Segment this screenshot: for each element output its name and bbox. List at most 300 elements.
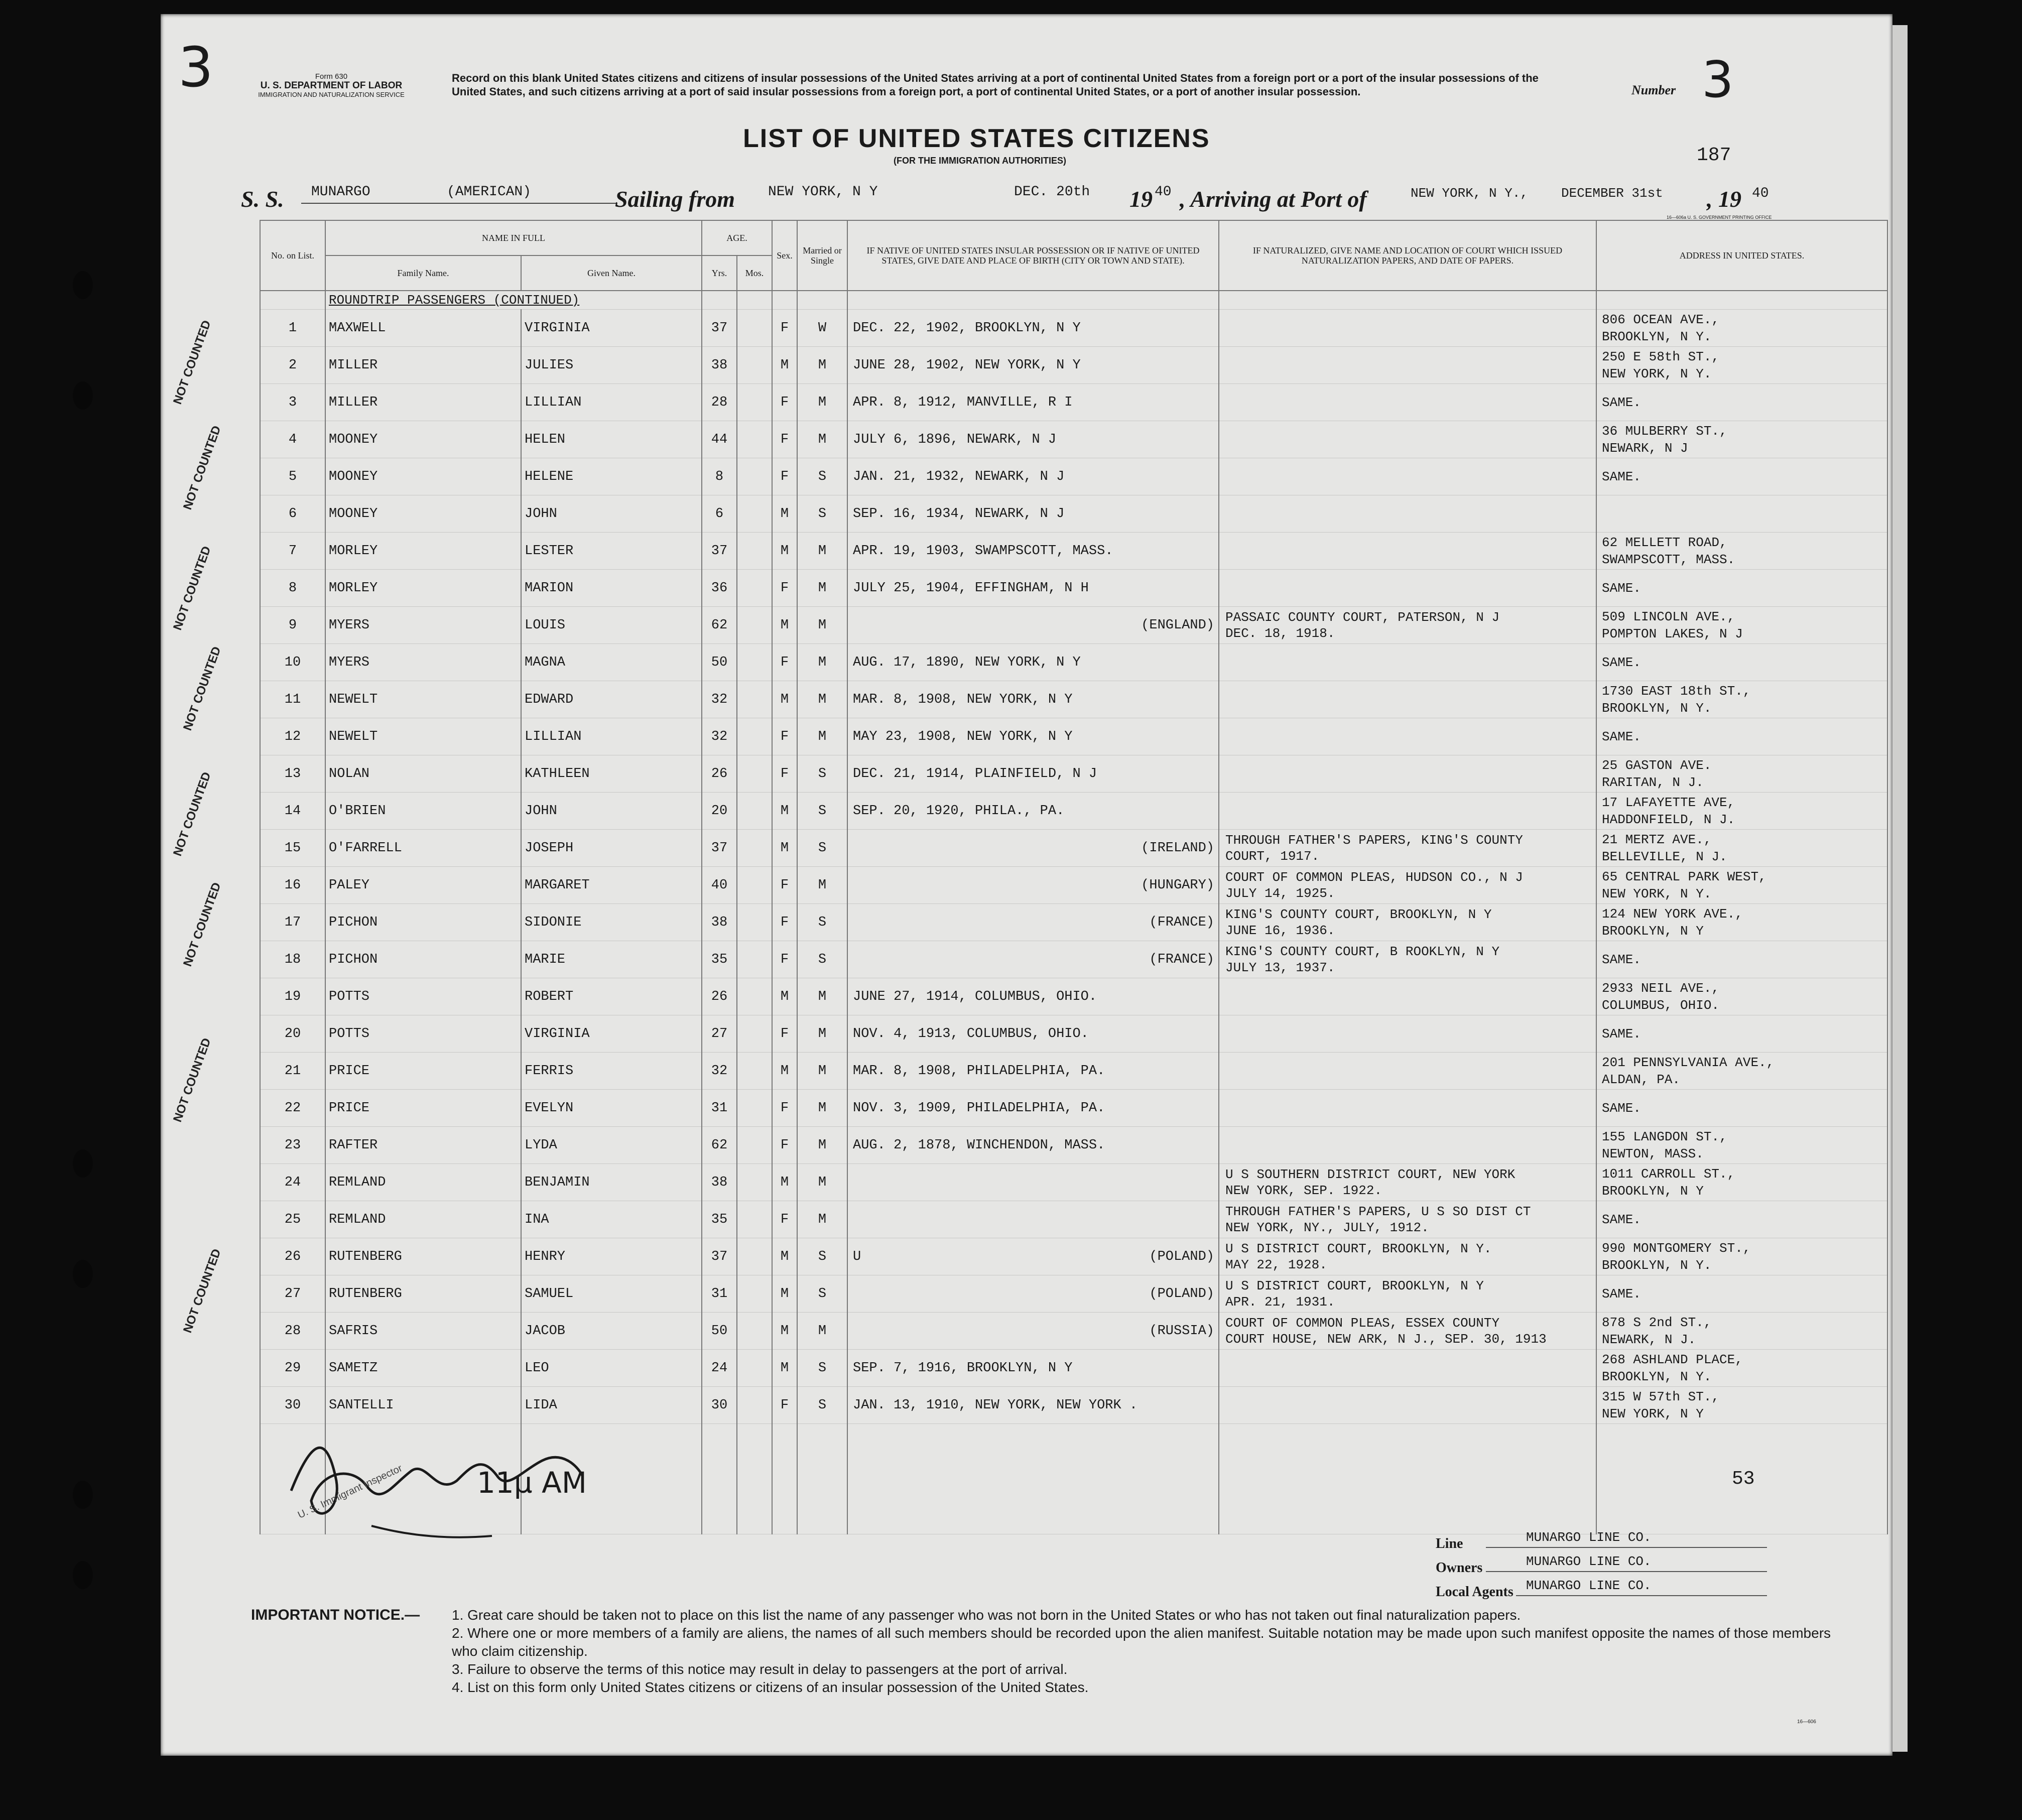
form-code: 16—606 (1797, 1719, 1816, 1725)
us-address (1596, 495, 1887, 533)
family-name: RUTENBERG (325, 1275, 521, 1313)
address-text: SAME. (1602, 1026, 1641, 1042)
row-number: 27 (260, 1275, 325, 1313)
us-address (1596, 718, 1887, 755)
us-address (1596, 1053, 1887, 1090)
marital-status: S (797, 458, 847, 495)
age-months (737, 1015, 772, 1053)
birth-date-place: SEP. 16, 1934, NEWARK, N J (853, 506, 1065, 522)
birth-info (847, 607, 1219, 644)
birth-info (847, 1127, 1219, 1164)
table-row (165, 904, 1887, 941)
marital-status: M (797, 347, 847, 384)
address-text: SAME. (1602, 1212, 1641, 1227)
birth-date-place: MAY 23, 1908, NEW YORK, N Y (853, 729, 1073, 744)
sex: M (772, 533, 797, 570)
address-text: 2933 NEIL AVE., COLUMBUS, OHIO. (1602, 980, 1720, 1013)
printer-note: 16—606a U. S. GOVERNMENT PRINTING OFFICE (1667, 215, 1772, 220)
birth-date-place: NOV. 3, 1909, PHILADELPHIA, PA. (853, 1100, 1105, 1116)
us-address (1596, 1090, 1887, 1127)
naturalization-text: THROUGH FATHER'S PAPERS, U S SO DIST CT NEW YORK, NY., JULY, 1912. (1225, 1204, 1531, 1235)
page-subtitle: (FOR THE IMMIGRATION AUTHORITIES) (894, 156, 1066, 166)
birth-date-place: JUNE 27, 1914, COLUMBUS, OHIO. (853, 989, 1097, 1004)
birth-country: (ENGLAND) (1141, 617, 1214, 633)
address-text: 17 LAFAYETTE AVE, HADDONFIELD, N J. (1602, 795, 1735, 827)
age-years: 26 (702, 755, 737, 793)
given-name: KATHLEEN (521, 755, 702, 793)
punch-hole (73, 271, 93, 299)
given-name: LEO (521, 1350, 702, 1387)
col-header-native: IF NATIVE OF UNITED STATES INSULAR POSSESSION OR IF NATIVE OF UNITED STATES, GIVE DATE AND PLACE OF BIRTH (CITY OR TOWN AND STATE). (847, 220, 1219, 291)
birth-date-place: JULY 25, 1904, EFFINGHAM, N H (853, 580, 1089, 596)
col-header-age: AGE. (702, 220, 772, 255)
marital-status: M (797, 1090, 847, 1127)
row-number: 6 (260, 495, 325, 533)
birth-info (847, 904, 1219, 941)
family-name: PICHON (325, 941, 521, 978)
sex: M (772, 1053, 797, 1090)
row-number: 13 (260, 755, 325, 793)
us-address (1596, 1313, 1887, 1350)
address-text: SAME. (1602, 729, 1641, 744)
marital-status: S (797, 1387, 847, 1424)
sex: F (772, 867, 797, 904)
given-name: JOHN (521, 495, 702, 533)
naturalization-info (1219, 1053, 1596, 1090)
birth-info (847, 1164, 1219, 1201)
age-years: 38 (702, 1164, 737, 1201)
naturalization-info (1219, 978, 1596, 1015)
birth-date-place: APR. 19, 1903, SWAMPSCOTT, MASS. (853, 543, 1113, 559)
marital-status: M (797, 1164, 847, 1201)
naturalization-info (1219, 644, 1596, 681)
us-address (1596, 1275, 1887, 1313)
us-address (1596, 793, 1887, 830)
given-name: LOUIS (521, 607, 702, 644)
not-counted-stamp: NOT COUNTED (171, 318, 214, 407)
row-number: 7 (260, 533, 325, 570)
marital-status: S (797, 1275, 847, 1313)
us-address (1596, 533, 1887, 570)
given-name: HENRY (521, 1238, 702, 1275)
sex: M (772, 793, 797, 830)
sex: F (772, 1015, 797, 1053)
sex: F (772, 570, 797, 607)
table-row (165, 793, 1887, 830)
family-name: POTTS (325, 1015, 521, 1053)
row-number: 10 (260, 644, 325, 681)
given-name: SIDONIE (521, 904, 702, 941)
family-name: NOLAN (325, 755, 521, 793)
age-years: 31 (702, 1090, 737, 1127)
birth-info (847, 793, 1219, 830)
notice-label: IMPORTANT NOTICE.— (251, 1607, 420, 1623)
sailing-year: 40 (1155, 184, 1172, 200)
birth-country: (FRANCE) (1149, 915, 1214, 930)
us-address (1596, 1127, 1887, 1164)
given-name: EDWARD (521, 681, 702, 718)
age-months (737, 421, 772, 458)
us-address (1596, 830, 1887, 867)
age-years: 28 (702, 384, 737, 421)
us-address (1596, 978, 1887, 1015)
family-name: PRICE (325, 1090, 521, 1127)
us-address (1596, 755, 1887, 793)
owners-label: Owners (1436, 1560, 1483, 1576)
punch-hole (73, 1149, 93, 1178)
address-text: 36 MULBERRY ST., NEWARK, N J (1602, 423, 1727, 456)
sailing-port: NEW YORK, N Y (768, 184, 878, 200)
table-row (165, 1053, 1887, 1090)
naturalization-info (1219, 310, 1596, 347)
address-text: SAME. (1602, 1286, 1641, 1302)
arrival-year-prefix: , 19 (1707, 186, 1741, 212)
agents-value: MUNARGO LINE CO. (1526, 1578, 1652, 1593)
service-name: IMMIGRATION AND NATURALIZATION SERVICE (258, 91, 405, 98)
naturalization-text: KING'S COUNTY COURT, BROOKLYN, N Y JUNE 16, 1936. (1225, 906, 1492, 938)
birth-info (847, 718, 1219, 755)
col-header-family: Family Name. (325, 255, 521, 291)
us-address (1596, 310, 1887, 347)
corner-number: 3 (178, 35, 213, 99)
department-name: U. S. DEPARTMENT OF LABOR (260, 80, 403, 91)
sex: M (772, 1164, 797, 1201)
age-years: 35 (702, 941, 737, 978)
sex: F (772, 310, 797, 347)
sex: F (772, 755, 797, 793)
naturalization-info (1219, 495, 1596, 533)
margin-cell (165, 495, 260, 533)
age-years: 32 (702, 718, 737, 755)
passenger-manifest-table (165, 220, 1888, 1534)
birth-date-place: JAN. 13, 1910, NEW YORK, NEW YORK . (853, 1397, 1138, 1413)
sailing-date: DEC. 20th (1014, 184, 1090, 200)
family-name: MILLER (325, 384, 521, 421)
table-row (165, 644, 1887, 681)
birth-info (847, 495, 1219, 533)
birth-date-place: U (853, 1249, 861, 1264)
family-name: REMLAND (325, 1164, 521, 1201)
age-months (737, 1350, 772, 1387)
birth-info (847, 310, 1219, 347)
address-text: 315 W 57th ST., NEW YORK, N Y (1602, 1389, 1720, 1421)
given-name: LIDA (521, 1387, 702, 1424)
age-years: 37 (702, 830, 737, 867)
us-address (1596, 458, 1887, 495)
age-months (737, 1090, 772, 1127)
us-address (1596, 1201, 1887, 1238)
punch-hole (73, 1481, 93, 1509)
not-counted-stamp: NOT COUNTED (181, 880, 224, 969)
age-months (737, 533, 772, 570)
margin-cell (165, 1201, 260, 1238)
table-row (165, 1127, 1887, 1164)
age-years: 36 (702, 570, 737, 607)
age-months (737, 495, 772, 533)
address-text: 806 OCEAN AVE., BROOKLYN, N Y. (1602, 312, 1720, 344)
naturalization-text: U S SOUTHERN DISTRICT COURT, NEW YORK NEW YORK, SEP. 1922. (1225, 1166, 1515, 1198)
given-name: INA (521, 1201, 702, 1238)
age-years: 38 (702, 904, 737, 941)
sex: F (772, 1387, 797, 1424)
birth-date-place: JUNE 28, 1902, NEW YORK, N Y (853, 357, 1081, 373)
family-name: POTTS (325, 978, 521, 1015)
naturalization-text: PASSAIC COUNTY COURT, PATERSON, N J DEC. 18, 1918. (1225, 609, 1500, 641)
table-row (165, 681, 1887, 718)
birth-info (847, 1053, 1219, 1090)
margin-cell (165, 1164, 260, 1201)
naturalization-info (1219, 718, 1596, 755)
family-name: O'FARRELL (325, 830, 521, 867)
given-name: JOHN (521, 793, 702, 830)
row-number: 18 (260, 941, 325, 978)
sex: F (772, 384, 797, 421)
family-name: MORLEY (325, 570, 521, 607)
margin-cell (165, 1053, 260, 1090)
birth-date-place: SEP. 7, 1916, BROOKLYN, N Y (853, 1360, 1073, 1376)
address-text: 65 CENTRAL PARK WEST, NEW YORK, N Y. (1602, 869, 1766, 901)
naturalization-text: COURT OF COMMON PLEAS, HUDSON CO., N J JULY 14, 1925. (1225, 869, 1523, 901)
address-text: 509 LINCOLN AVE., POMPTON LAKES, N J (1602, 609, 1743, 641)
address-text: 25 GASTON AVE. RARITAN, N J. (1602, 757, 1712, 790)
naturalization-info (1219, 1164, 1596, 1201)
address-text: 62 MELLETT ROAD, SWAMPSCOTT, MASS. (1602, 535, 1735, 567)
age-months (737, 347, 772, 384)
age-months (737, 1127, 772, 1164)
given-name: ROBERT (521, 978, 702, 1015)
naturalization-info (1219, 681, 1596, 718)
age-years: 31 (702, 1275, 737, 1313)
table-row (165, 718, 1887, 755)
marital-status: S (797, 904, 847, 941)
sex: M (772, 495, 797, 533)
arrival-date: DECEMBER 31st (1561, 186, 1663, 201)
age-years: 35 (702, 1201, 737, 1238)
row-number: 26 (260, 1238, 325, 1275)
given-name: LILLIAN (521, 384, 702, 421)
table-row (165, 1201, 1887, 1238)
us-address (1596, 570, 1887, 607)
naturalization-text: KING'S COUNTY COURT, B ROOKLYN, N Y JULY 13, 1937. (1225, 944, 1500, 975)
us-address (1596, 384, 1887, 421)
age-months (737, 1275, 772, 1313)
line-value: MUNARGO LINE CO. (1526, 1530, 1652, 1545)
row-number: 4 (260, 421, 325, 458)
age-years: 62 (702, 1127, 737, 1164)
row-number: 12 (260, 718, 325, 755)
arrival-port: NEW YORK, N Y., (1411, 186, 1529, 201)
naturalization-info (1219, 793, 1596, 830)
family-name: PICHON (325, 904, 521, 941)
punch-hole (73, 1561, 93, 1589)
sex: F (772, 1201, 797, 1238)
marital-status: M (797, 570, 847, 607)
margin-cell (165, 941, 260, 978)
sex: F (772, 1090, 797, 1127)
address-text: 1730 EAST 18th ST., BROOKLYN, N Y. (1602, 683, 1751, 716)
marital-status: M (797, 607, 847, 644)
col-header-mos: Mos. (737, 255, 772, 291)
row-number: 1 (260, 310, 325, 347)
given-name: MARION (521, 570, 702, 607)
birth-info (847, 830, 1219, 867)
address-text: SAME. (1602, 1100, 1641, 1116)
row-number: 23 (260, 1127, 325, 1164)
birth-date-place: SEP. 20, 1920, PHILA., PA. (853, 803, 1065, 819)
line-label: Line (1436, 1536, 1463, 1551)
row-number: 9 (260, 607, 325, 644)
given-name: FERRIS (521, 1053, 702, 1090)
sex: F (772, 904, 797, 941)
owners-value: MUNARGO LINE CO. (1526, 1554, 1652, 1569)
notice-item-1: 1. Great care should be taken not to place on this list the name of any passenger who was not born in the United States or who has not taken out final naturalization papers. (452, 1607, 1521, 1623)
family-name: RAFTER (325, 1127, 521, 1164)
row-number: 15 (260, 830, 325, 867)
family-name: MOONEY (325, 421, 521, 458)
row-number: 28 (260, 1313, 325, 1350)
family-name: MORLEY (325, 533, 521, 570)
margin-cell (165, 1015, 260, 1053)
address-text: 124 NEW YORK AVE., BROOKLYN, N Y (1602, 906, 1743, 939)
not-counted-stamp: NOT COUNTED (181, 424, 224, 512)
address-text: SAME. (1602, 395, 1641, 410)
family-name: REMLAND (325, 1201, 521, 1238)
age-months (737, 384, 772, 421)
family-name: NEWELT (325, 681, 521, 718)
age-months (737, 1313, 772, 1350)
naturalization-info (1219, 384, 1596, 421)
col-header-sex: Sex. (772, 220, 797, 291)
given-name: HELEN (521, 421, 702, 458)
form-number: Form 630 (315, 72, 348, 81)
age-months (737, 941, 772, 978)
table-row (165, 830, 1887, 867)
sailing-from-label: Sailing from (615, 186, 735, 212)
family-name: MYERS (325, 644, 521, 681)
table-row (165, 978, 1887, 1015)
family-name: RUTENBERG (325, 1238, 521, 1275)
age-months (737, 718, 772, 755)
marital-status: M (797, 867, 847, 904)
age-years: 20 (702, 793, 737, 830)
col-header-married: Married or Single (797, 220, 847, 291)
sex: F (772, 644, 797, 681)
birth-info (847, 1015, 1219, 1053)
age-months (737, 1201, 772, 1238)
address-text: 155 LANGDON ST., NEWTON, MASS. (1602, 1129, 1727, 1161)
birth-info (847, 941, 1219, 978)
age-years: 50 (702, 644, 737, 681)
table-row (165, 347, 1887, 384)
birth-info (847, 384, 1219, 421)
birth-info (847, 1387, 1219, 1424)
marital-status: S (797, 941, 847, 978)
birth-info (847, 421, 1219, 458)
important-notice (251, 1606, 1842, 1697)
birth-country: (FRANCE) (1149, 952, 1214, 967)
given-name: MARIE (521, 941, 702, 978)
age-months (737, 1387, 772, 1424)
given-name: LYDA (521, 1127, 702, 1164)
family-name: SANTELLI (325, 1387, 521, 1424)
row-number: 20 (260, 1015, 325, 1053)
birth-country: (HUNGARY) (1141, 877, 1214, 893)
birth-info (847, 1090, 1219, 1127)
form-id-block (251, 72, 412, 99)
marital-status: M (797, 1053, 847, 1090)
given-name: SAMUEL (521, 1275, 702, 1313)
sex: F (772, 1127, 797, 1164)
page-number-stamp: 187 (1697, 145, 1731, 166)
given-name: VIRGINIA (521, 1015, 702, 1053)
given-name: VIRGINIA (521, 310, 702, 347)
birth-info (847, 1313, 1219, 1350)
birth-info (847, 458, 1219, 495)
table-row (165, 1015, 1887, 1053)
table-row (165, 755, 1887, 793)
margin-cell (165, 458, 260, 495)
sex: M (772, 1313, 797, 1350)
age-years: 26 (702, 978, 737, 1015)
marital-status: M (797, 718, 847, 755)
age-months (737, 867, 772, 904)
naturalization-info (1219, 755, 1596, 793)
arrival-year: 40 (1752, 186, 1769, 201)
age-years: 6 (702, 495, 737, 533)
naturalization-info (1219, 1275, 1596, 1313)
margin-cell (165, 793, 260, 830)
given-name: JULIES (521, 347, 702, 384)
naturalization-info (1219, 867, 1596, 904)
birth-info (847, 570, 1219, 607)
naturalization-info (1219, 533, 1596, 570)
marital-status: S (797, 793, 847, 830)
age-months (737, 978, 772, 1015)
marital-status: S (797, 755, 847, 793)
family-name: PRICE (325, 1053, 521, 1090)
marital-status: M (797, 384, 847, 421)
given-name: MARGARET (521, 867, 702, 904)
col-header-no: No. on List. (260, 220, 325, 291)
margin-cell (165, 1387, 260, 1424)
us-address (1596, 1238, 1887, 1275)
age-years: 37 (702, 533, 737, 570)
signature-caption: U. S. Immigrant Inspector (296, 1463, 404, 1521)
ship-name: MUNARGO (311, 184, 370, 200)
marital-status: M (797, 421, 847, 458)
col-header-yrs: Yrs. (702, 255, 737, 291)
col-header-address: ADDRESS IN UNITED STATES. (1596, 220, 1887, 291)
birth-country: (POLAND) (1149, 1286, 1214, 1302)
us-address (1596, 1350, 1887, 1387)
birth-date-place: DEC. 21, 1914, PLAINFIELD, N J (853, 766, 1097, 782)
table-row (165, 533, 1887, 570)
given-name: HELENE (521, 458, 702, 495)
margin-cell (165, 1313, 260, 1350)
marital-status: M (797, 644, 847, 681)
naturalization-info (1219, 1015, 1596, 1053)
age-months (737, 644, 772, 681)
birth-info (847, 533, 1219, 570)
birth-info (847, 1275, 1219, 1313)
birth-info (847, 867, 1219, 904)
naturalization-info (1219, 1350, 1596, 1387)
marital-status: S (797, 830, 847, 867)
marital-status: M (797, 533, 847, 570)
row-number: 5 (260, 458, 325, 495)
age-months (737, 607, 772, 644)
table-row (165, 1275, 1887, 1313)
